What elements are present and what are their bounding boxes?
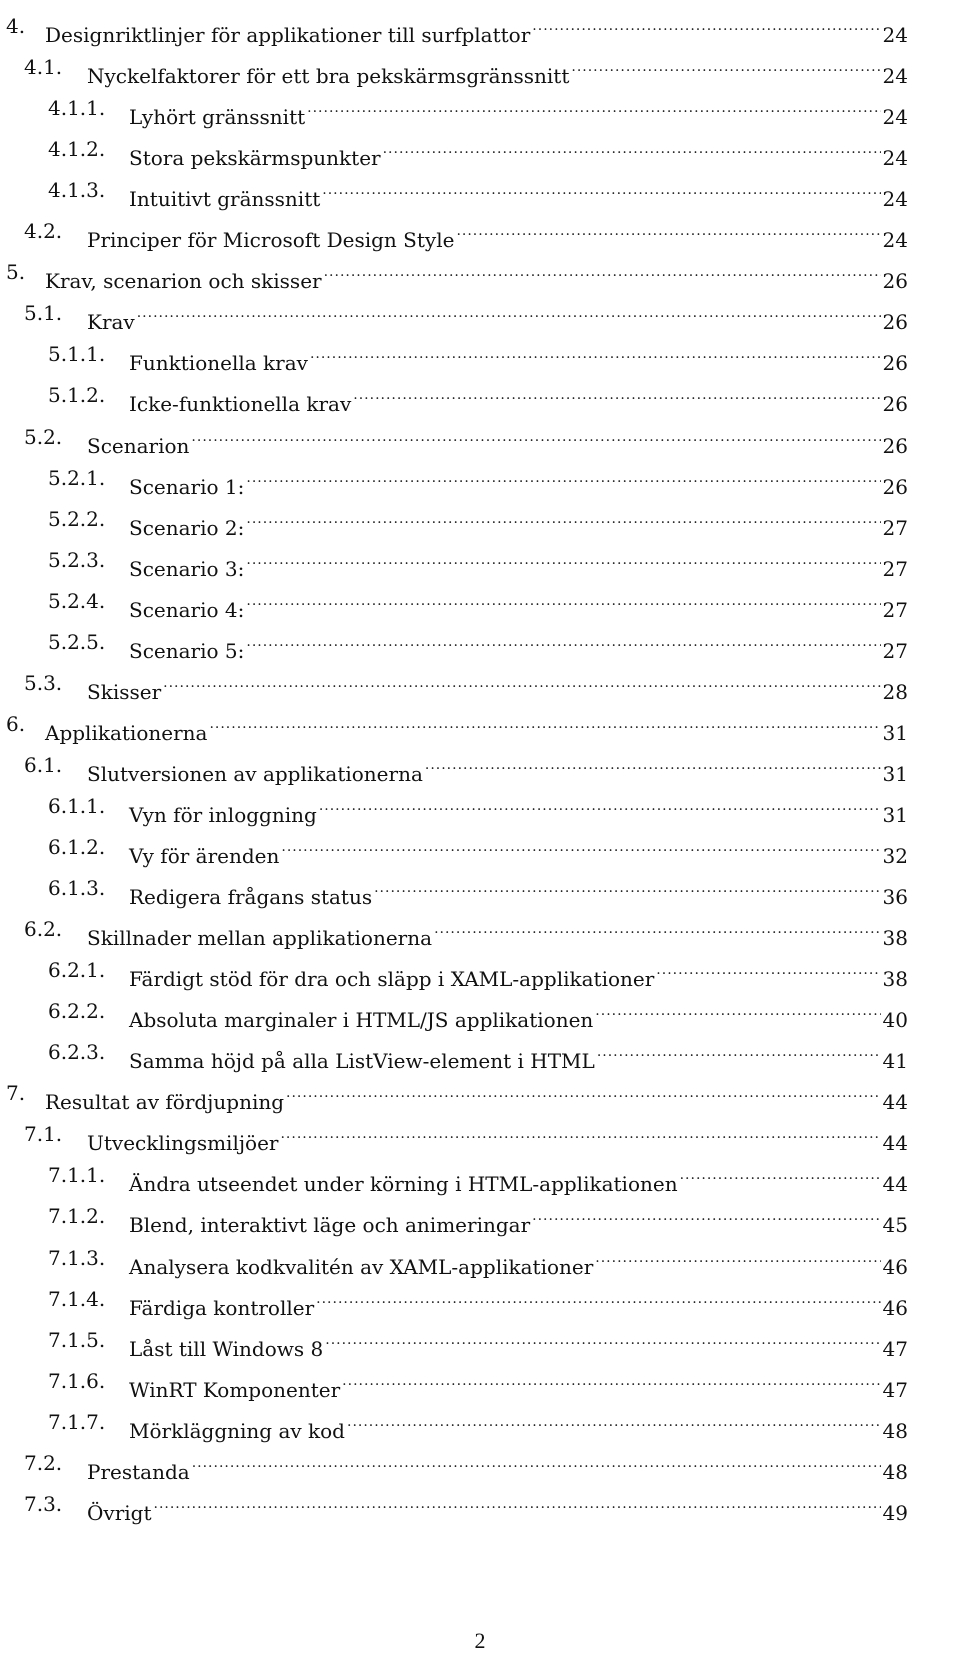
toc-entry[interactable] bbox=[24, 913, 908, 951]
toc-entry-page: 26 bbox=[881, 388, 908, 420]
toc-entry-number: 6.2.2. bbox=[48, 999, 106, 1024]
toc-entry-number: 5.3. bbox=[24, 670, 63, 695]
toc-entry[interactable] bbox=[48, 585, 908, 622]
toc-entry[interactable] bbox=[48, 338, 908, 376]
toc-entry[interactable] bbox=[24, 215, 908, 253]
dot-leader bbox=[280, 1118, 880, 1150]
toc-entry[interactable] bbox=[48, 1406, 908, 1443]
toc-entry-number: 7.1.4. bbox=[48, 1286, 106, 1311]
toc-entry-title: Vyn för inloggning bbox=[129, 799, 319, 831]
toc-entry-title: Scenario 1: bbox=[129, 471, 246, 503]
toc-entry-title: Analysera kodkvalitén av XAML-applikationer bbox=[129, 1251, 595, 1283]
page-number: 2 bbox=[474, 1628, 486, 1653]
toc-entry-number: 6.1.3. bbox=[48, 876, 106, 901]
toc-entry[interactable] bbox=[48, 872, 908, 910]
toc-entry[interactable] bbox=[48, 790, 908, 827]
dot-leader bbox=[286, 1077, 881, 1109]
toc-entry[interactable] bbox=[48, 462, 908, 499]
toc-entry[interactable] bbox=[48, 831, 908, 868]
toc-entry-number: 7.2. bbox=[24, 1450, 63, 1475]
dot-leader bbox=[310, 338, 881, 370]
toc-entry[interactable] bbox=[24, 421, 908, 458]
toc-entry-title: Övrigt bbox=[87, 1497, 154, 1529]
dot-leader bbox=[456, 215, 880, 247]
toc-entry-number: 4.1. bbox=[24, 55, 63, 80]
toc-entry-page: 24 bbox=[881, 60, 908, 92]
toc-entry[interactable] bbox=[48, 626, 908, 663]
toc-entry-page: 47 bbox=[881, 1333, 908, 1365]
toc-entry-title: Absoluta marginaler i HTML/JS applikationen bbox=[129, 1004, 595, 1036]
dot-leader bbox=[656, 954, 880, 986]
toc-entry[interactable] bbox=[24, 749, 908, 786]
dot-leader bbox=[137, 297, 881, 329]
toc-entry-title: Prestanda bbox=[87, 1456, 192, 1488]
toc-entry-number: 4.1.3. bbox=[48, 178, 106, 203]
dot-leader bbox=[571, 51, 880, 83]
toc-entry-number: 7.1.7. bbox=[48, 1409, 106, 1434]
toc-entry-number: 7.3. bbox=[24, 1491, 63, 1516]
toc-entry-number: 5.2. bbox=[24, 424, 63, 449]
toc-entry-title: Utvecklingsmiljöer bbox=[87, 1127, 280, 1159]
dot-leader bbox=[307, 92, 880, 124]
toc-entry-page: 31 bbox=[881, 717, 908, 749]
toc-entry-title: Icke-funktionella krav bbox=[129, 388, 353, 420]
toc-entry[interactable] bbox=[24, 51, 908, 89]
toc-entry[interactable] bbox=[48, 379, 908, 417]
toc-entry[interactable] bbox=[24, 1488, 908, 1525]
toc-entry[interactable] bbox=[48, 1242, 908, 1279]
dot-leader bbox=[347, 1406, 881, 1438]
dot-leader bbox=[532, 1200, 880, 1232]
dot-leader bbox=[342, 1365, 880, 1397]
toc-entry-title: Scenario 4: bbox=[129, 594, 246, 626]
toc-entry[interactable] bbox=[48, 1036, 908, 1074]
toc-entry-title: Krav, scenarion och skisser bbox=[45, 265, 324, 297]
toc-entry-page: 27 bbox=[881, 553, 908, 585]
dot-leader bbox=[680, 1159, 881, 1191]
toc-entry-number: 7.1.1. bbox=[48, 1163, 106, 1188]
toc-entry-page: 40 bbox=[881, 1004, 908, 1036]
toc-entry[interactable] bbox=[48, 503, 908, 540]
toc-entry-title: Funktionella krav bbox=[129, 347, 310, 379]
toc-entry[interactable] bbox=[6, 10, 908, 47]
toc-entry-number: 7. bbox=[6, 1081, 26, 1106]
toc-entry-page: 44 bbox=[881, 1168, 908, 1200]
toc-entry-page: 31 bbox=[881, 758, 908, 790]
toc-entry-page: 44 bbox=[881, 1086, 908, 1118]
dot-leader bbox=[163, 667, 880, 699]
toc-entry[interactable] bbox=[24, 1447, 908, 1484]
toc-entry[interactable] bbox=[24, 297, 908, 335]
toc-entry-number: 4.1.2. bbox=[48, 137, 106, 162]
dot-leader bbox=[595, 995, 880, 1027]
toc-entry[interactable] bbox=[6, 256, 908, 294]
dot-leader bbox=[532, 10, 880, 42]
toc-entry[interactable] bbox=[48, 133, 908, 171]
toc-entry-page: 38 bbox=[881, 963, 908, 995]
toc-entry[interactable] bbox=[6, 1077, 908, 1115]
dot-leader bbox=[191, 421, 880, 453]
toc-entry-title: Ändra utseendet under körning i HTML-applikationen bbox=[129, 1168, 680, 1200]
toc-entry-number: 7.1. bbox=[24, 1122, 63, 1147]
dot-leader bbox=[325, 1324, 880, 1356]
toc-entry-title: Samma höjd på alla ListView-element i HTML bbox=[129, 1045, 597, 1077]
toc-entry-title: Applikationerna bbox=[45, 717, 209, 749]
toc-entry[interactable] bbox=[48, 1283, 908, 1320]
toc-entry-title: Redigera frågans status bbox=[129, 881, 374, 913]
toc-entry-page: 48 bbox=[881, 1415, 908, 1447]
toc-entry-title: Designriktlinjer för applikationer till surfplattor bbox=[45, 19, 532, 51]
dot-leader bbox=[374, 872, 880, 904]
dot-leader bbox=[383, 133, 881, 165]
toc-entry-number: 6.1. bbox=[24, 752, 63, 777]
dot-leader bbox=[209, 708, 880, 740]
toc-entry[interactable] bbox=[48, 954, 908, 992]
toc-entry-page: 44 bbox=[881, 1127, 908, 1159]
toc-entry-number: 4.1.1. bbox=[48, 96, 106, 121]
toc-entry-title: Mörkläggning av kod bbox=[129, 1415, 347, 1447]
dot-leader bbox=[316, 1283, 880, 1315]
toc-entry-page: 46 bbox=[881, 1292, 908, 1324]
toc-entry[interactable] bbox=[48, 92, 908, 130]
toc-entry-page: 26 bbox=[881, 471, 908, 503]
dot-leader bbox=[154, 1488, 881, 1520]
dot-leader bbox=[246, 585, 880, 617]
toc-entry[interactable] bbox=[24, 1118, 908, 1156]
toc-entry-title: Låst till Windows 8 bbox=[129, 1333, 325, 1365]
dot-leader bbox=[353, 379, 880, 411]
toc-entry-number: 7.1.6. bbox=[48, 1368, 106, 1393]
toc-entry-number: 6.2.3. bbox=[48, 1040, 106, 1065]
toc-entry[interactable] bbox=[48, 1200, 908, 1238]
dot-leader bbox=[192, 1447, 881, 1479]
toc-entry-title: Principer för Microsoft Design Style bbox=[87, 224, 456, 256]
toc-entry-page: 26 bbox=[881, 347, 908, 379]
dot-leader bbox=[246, 503, 880, 535]
toc-entry-number: 5.2.5. bbox=[48, 629, 106, 654]
toc-entry-title: Blend, interaktivt läge och animeringar bbox=[129, 1209, 532, 1241]
dot-leader bbox=[595, 1242, 880, 1274]
dot-leader bbox=[434, 913, 880, 945]
toc-entry[interactable] bbox=[48, 174, 908, 212]
toc-entry-number: 5. bbox=[6, 260, 26, 285]
toc-entry-number: 7.1.5. bbox=[48, 1327, 106, 1352]
toc-entry-title: WinRT Komponenter bbox=[129, 1374, 342, 1406]
toc-entry-title: Scenarion bbox=[87, 430, 191, 462]
toc-entry-page: 26 bbox=[881, 430, 908, 462]
toc-entry-title: Krav bbox=[87, 306, 137, 338]
dot-leader bbox=[425, 749, 881, 781]
toc-entry[interactable] bbox=[48, 1159, 908, 1197]
toc-entry-page: 27 bbox=[881, 594, 908, 626]
dot-leader bbox=[597, 1036, 881, 1068]
toc-entry-page: 27 bbox=[881, 635, 908, 667]
toc-entry-number: 6.2.1. bbox=[48, 958, 106, 983]
toc-entry[interactable] bbox=[24, 667, 908, 704]
toc-entry-number: 6.1.1. bbox=[48, 793, 106, 818]
toc-entry[interactable] bbox=[6, 708, 908, 745]
toc-entry-title: Skisser bbox=[87, 676, 163, 708]
dot-leader bbox=[322, 174, 880, 206]
toc-entry-title: Intuitivt gränssnitt bbox=[129, 183, 322, 215]
dot-leader bbox=[319, 790, 881, 822]
toc-entry-number: 5.1. bbox=[24, 301, 63, 326]
toc-entry-page: 26 bbox=[881, 306, 908, 338]
toc-entry-page: 32 bbox=[881, 840, 908, 872]
toc-entry-number: 6.1.2. bbox=[48, 835, 106, 859]
toc-entry-page: 28 bbox=[881, 676, 908, 708]
toc-entry[interactable] bbox=[48, 1324, 908, 1361]
toc-entry-page: 24 bbox=[881, 101, 908, 133]
dot-leader bbox=[246, 626, 880, 658]
toc-entry-title: Lyhört gränssnitt bbox=[129, 101, 307, 133]
toc-entry-number: 5.1.2. bbox=[48, 383, 106, 408]
toc-entry-number: 5.2.1. bbox=[48, 465, 106, 490]
toc-entry-title: Scenario 2: bbox=[129, 512, 246, 544]
toc-entry-title: Slutversionen av applikationerna bbox=[87, 758, 425, 790]
toc-entry-page: 49 bbox=[881, 1497, 908, 1529]
toc-entry[interactable] bbox=[48, 544, 908, 581]
toc-entry-page: 24 bbox=[881, 183, 908, 215]
toc-entry-number: 5.2.4. bbox=[48, 588, 106, 613]
toc-entry-number: 6.2. bbox=[24, 917, 63, 942]
toc-entry-page: 47 bbox=[881, 1374, 908, 1406]
dot-leader bbox=[246, 462, 880, 494]
toc-entry-page: 46 bbox=[881, 1251, 908, 1283]
dot-leader bbox=[246, 544, 880, 576]
toc-entry-page: 31 bbox=[881, 799, 908, 831]
toc-entry-page: 36 bbox=[881, 881, 908, 913]
toc-entry-page: 38 bbox=[881, 922, 908, 954]
toc-entry-page: 24 bbox=[881, 19, 908, 51]
toc-entry-page: 26 bbox=[881, 265, 908, 297]
dot-leader bbox=[281, 831, 880, 863]
toc-entry-title: Vy för ärenden bbox=[129, 840, 281, 872]
toc-entry[interactable] bbox=[48, 995, 908, 1033]
toc-entry-title: Resultat av fördjupning bbox=[45, 1086, 286, 1118]
toc-entry-page: 24 bbox=[881, 224, 908, 256]
toc-entry-number: 6. bbox=[6, 711, 26, 736]
toc-entry-number: 5.1.1. bbox=[48, 342, 106, 367]
toc-entry-page: 24 bbox=[881, 142, 908, 174]
toc-entry-title: Skillnader mellan applikationerna bbox=[87, 922, 434, 954]
toc-entry-number: 7.1.2. bbox=[48, 1204, 106, 1229]
toc-entry-number: 7.1.3. bbox=[48, 1245, 106, 1270]
toc-entry-number: 5.2.3. bbox=[48, 547, 106, 572]
toc-entry-number: 4. bbox=[6, 14, 26, 38]
toc-entry-number: 5.2.2. bbox=[48, 506, 106, 531]
toc-entry-page: 41 bbox=[881, 1045, 908, 1077]
toc-entry-title: Färdiga kontroller bbox=[129, 1292, 316, 1324]
toc-entry-title: Stora pekskärmspunkter bbox=[129, 142, 383, 174]
toc-entry-title: Färdigt stöd för dra och släpp i XAML-applikationer bbox=[129, 963, 656, 995]
toc-entry-page: 48 bbox=[881, 1456, 908, 1488]
toc-entry-number: 4.2. bbox=[24, 219, 63, 244]
toc-entry-page: 45 bbox=[881, 1209, 908, 1241]
toc-entry-title: Scenario 5: bbox=[129, 635, 246, 667]
toc-entry[interactable] bbox=[48, 1365, 908, 1402]
toc-entry-title: Nyckelfaktorer för ett bra pekskärmsgränssnitt bbox=[87, 60, 571, 92]
dot-leader bbox=[324, 256, 881, 288]
toc-entry-title: Scenario 3: bbox=[129, 553, 246, 585]
toc-entry-page: 27 bbox=[881, 512, 908, 544]
